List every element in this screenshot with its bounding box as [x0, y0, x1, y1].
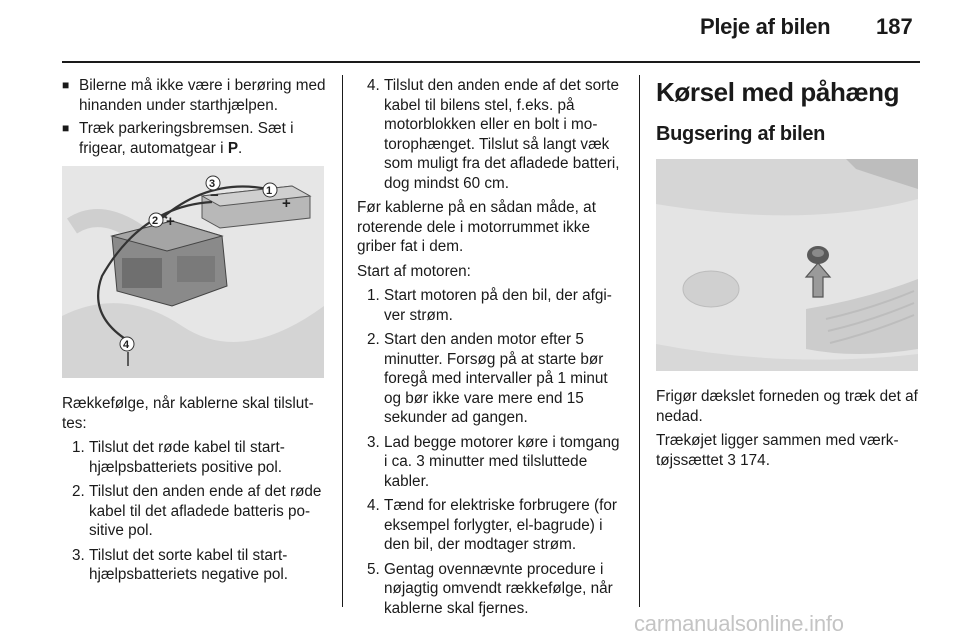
bullet-item: ■ Træk parkeringsbremsen. Sæt i frigear, automatgear i P. [62, 120, 294, 157]
bullet-text: Bilerne må ikke være i berøring med hinanden under starthjælpen. [79, 77, 326, 114]
list-item [357, 560, 627, 619]
column-divider-1 [342, 75, 343, 607]
svg-text:−: − [210, 187, 219, 204]
list-text: Tilslut den anden ende af det sorte kabel til bilens stel, f.eks. på motorblokken eller en bolt i motorophænget. Tilslut så langt væk som muligt fra det afladede batteri, dog mindst 60 cm. [384, 77, 620, 192]
callout-4: 4 [123, 339, 130, 351]
tow-eye-text: Trækøjet ligger sammen med værktøjssættet [656, 432, 899, 469]
column-2 [357, 76, 627, 623]
connection-steps [62, 438, 332, 585]
list-number: 3. [72, 546, 85, 564]
section-heading: Kørsel med påhæng [656, 77, 900, 107]
column-1 [62, 76, 332, 590]
sequence-intro: Rækkefølge, når kablerne skal tilsluttes: [62, 395, 314, 432]
bullet-mark: ■ [62, 78, 70, 92]
bumper-illustration-svg [656, 159, 918, 371]
callout-1: 1 [266, 185, 273, 197]
callout-3: 3 [209, 178, 216, 190]
front-bumper-illustration [656, 159, 918, 371]
list-number: 1. [72, 439, 85, 456]
page-number: 187 [876, 14, 913, 39]
list-number: 5. [367, 560, 380, 578]
list-item [357, 76, 627, 193]
watermark: carmanualsonline.info [634, 611, 844, 636]
column-divider-2 [639, 75, 640, 607]
gear-p-label: P [227, 139, 239, 157]
bullet-mark: ■ [62, 121, 70, 135]
start-engine-heading: Start af motoren: [357, 262, 471, 280]
list-text: Start den anden motor efter 5 minutter. Forsøg på at starte bør foregå med intervaller på 1 minut og bør ikke vare mere end 15 sekunder ad gangen. [384, 331, 608, 426]
list-item [62, 438, 332, 477]
cable-routing-note: Før kablerne på en sådan måde, at roterende dele i motorrummet ikke griber fat i dem. [357, 199, 596, 255]
list-item [62, 482, 332, 541]
list-item [357, 433, 627, 492]
list-number: 1. [367, 287, 380, 304]
list-number: 3. [367, 433, 380, 451]
bullet-item [62, 76, 332, 115]
list-item [62, 546, 332, 585]
list-item [357, 330, 627, 428]
list-text: Tænd for elektriske forbrugere (for eksempel forlygter, el-bagrude) i den bil, der modtager strøm. [384, 497, 617, 553]
list-number: 4. [367, 77, 380, 94]
list-text: Start motoren på den bil, der afgiver strøm. [384, 287, 612, 324]
list-text: Tilslut den anden ende af det røde kabel til det afladede batteris positive pol. [89, 483, 322, 539]
list-text: Tilslut det røde kabel til starthjælpsbatteriets positive pol. [89, 439, 285, 476]
list-number: 4. [367, 497, 380, 514]
battery-illustration-svg [62, 166, 324, 378]
cover-instruction: Frigør dækslet forneden og træk det af nedad. [656, 388, 918, 425]
svg-text:+: + [282, 195, 291, 212]
list-text: Lad begge motorer køre i tomgang i ca. 3 minutter med tilsluttede kabler. [384, 433, 620, 490]
start-engine-steps [357, 286, 627, 618]
tow-eye-location [656, 431, 922, 470]
page-reference-icon: 3 [727, 451, 736, 469]
header-rule [62, 61, 920, 63]
bullet-text: Træk parkeringsbremsen. Sæt i frigear, automatgear i [79, 120, 294, 157]
list-text: Gentag ovennævnte procedure i nøjagtig omvendt rækkefølge, når kablerne skal fjernes. [384, 560, 613, 617]
connection-steps-continued [357, 76, 627, 193]
list-text: Tilslut det sorte kabel til starthjælpsbatteriets negative pol. [89, 546, 288, 583]
jump-start-battery-illustration [62, 166, 324, 378]
subsection-heading: Bugsering af bilen [656, 123, 826, 145]
svg-text:+: + [166, 213, 175, 230]
list-item [357, 496, 627, 555]
list-number: 2. [72, 483, 85, 500]
callout-2: 2 [152, 215, 159, 227]
column-3 [656, 76, 922, 475]
header-title: Pleje af bilen [700, 14, 831, 39]
list-item [357, 286, 627, 325]
page-reference-link[interactable]: 174. [740, 451, 770, 469]
list-number: 2. [367, 331, 380, 348]
